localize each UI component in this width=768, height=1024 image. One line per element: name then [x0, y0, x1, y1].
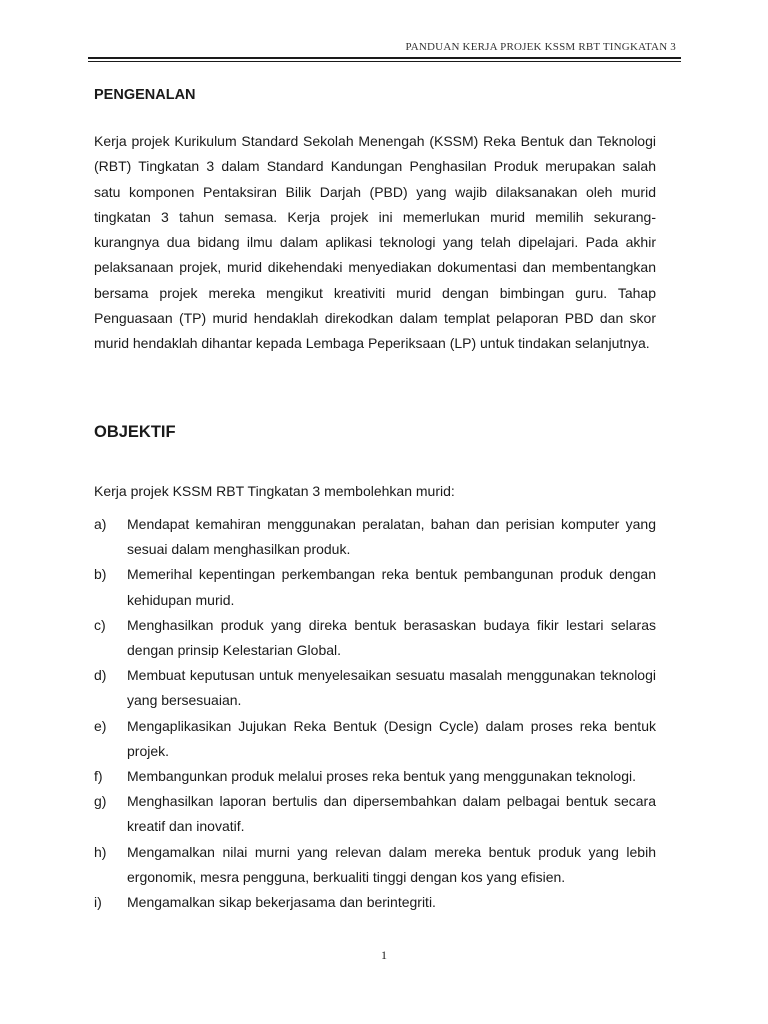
list-marker: h) [94, 843, 107, 860]
list-item-text: Mendapat kemahiran menggunakan peralatan, bahan dan perisian komputer yang sesuai dalam menghasilkan produk. [127, 516, 656, 558]
objectives-lead: Kerja projek KSSM RBT Tingkatan 3 membolehkan murid: [94, 483, 455, 499]
list-item-text: Mengamalkan nilai murni yang relevan dalam mereka bentuk produk yang lebih ergonomik, mesra pengguna, berkualiti tinggi dengan kos yang efisien. [127, 843, 656, 885]
intro-heading: PENGENALAN [94, 87, 196, 103]
list-marker: d) [94, 667, 107, 684]
list-marker: f) [94, 768, 103, 785]
list-item [94, 764, 656, 789]
page-number: 1 [381, 948, 387, 962]
list-item-text: Mengaplikasikan Jujukan Reka Bentuk (Design Cycle) dalam proses reka bentuk projek. [127, 717, 656, 759]
list-marker: a) [94, 516, 107, 532]
header-rule-thin [88, 61, 681, 62]
list-marker: g) [94, 793, 107, 810]
header-rule [88, 57, 681, 59]
list-item [94, 840, 656, 890]
intro-paragraph: Kerja projek Kurikulum Standard Sekolah Menengah (KSSM) Reka Bentuk dan Teknologi (RBT) Tingkatan 3 dalam Standard Kandungan Penghasilan Produk merupakan salah satu komponen Pentaksiran Bilik Darjah (PBD) yang wajib dilaksanakan oleh murid tingkatan 3 tahun semasa. Kerja projek ini memerlukan murid memilih sekurang-kurangnya dua bidang ilmu dalam aplikasi teknologi yang telah dipelajari. Pada akhir pelaksanaan projek, murid dikehendaki menyediakan dokumentasi dan membentangkan bersama projek mereka mengikut kreativiti murid dengan bimbingan guru. Tahap Penguasaan (TP) murid hendaklah direkodkan dalam templat pelaporan PBD dan skor murid hendaklah dihantar kepada Lembaga Peperiksaan (LP) untuk tindakan selanjutnya. [94, 133, 656, 352]
list-item [94, 890, 656, 915]
list-item [94, 789, 656, 839]
list-item [94, 512, 656, 562]
objectives-heading: OBJEKTIF [94, 423, 176, 441]
list-marker: b) [94, 566, 107, 583]
running-header: PANDUAN KERJA PROJEK KSSM RBT TINGKATAN 3 [405, 41, 676, 53]
list-item-text: Memerihal kepentingan perkembangan reka bentuk pembangunan produk dengan kehidupan murid. [127, 566, 656, 608]
list-item-text: Menghasilkan laporan bertulis dan dipersembahkan dalam pelbagai bentuk secara kreatif dan inovatif. [127, 793, 656, 835]
list-item-text: Membuat keputusan untuk menyelesaikan sesuatu masalah menggunakan teknologi yang bersesuaian. [127, 667, 656, 709]
list-item [94, 714, 656, 764]
list-item [94, 613, 656, 663]
objectives-list [94, 512, 656, 915]
list-item-text: Menghasilkan produk yang direka bentuk berasaskan budaya fikir lestari selaras dengan prinsip Kelestarian Global. [127, 616, 656, 659]
list-item [94, 562, 656, 612]
list-marker: c) [94, 616, 106, 633]
list-item-text: Membangunkan produk melalui proses reka bentuk yang menggunakan teknologi. [127, 768, 636, 785]
list-marker: e) [94, 717, 107, 734]
list-item-text: Mengamalkan sikap bekerjasama dan berintegriti. [127, 894, 436, 911]
list-marker: i) [94, 894, 102, 911]
list-item [94, 663, 656, 713]
